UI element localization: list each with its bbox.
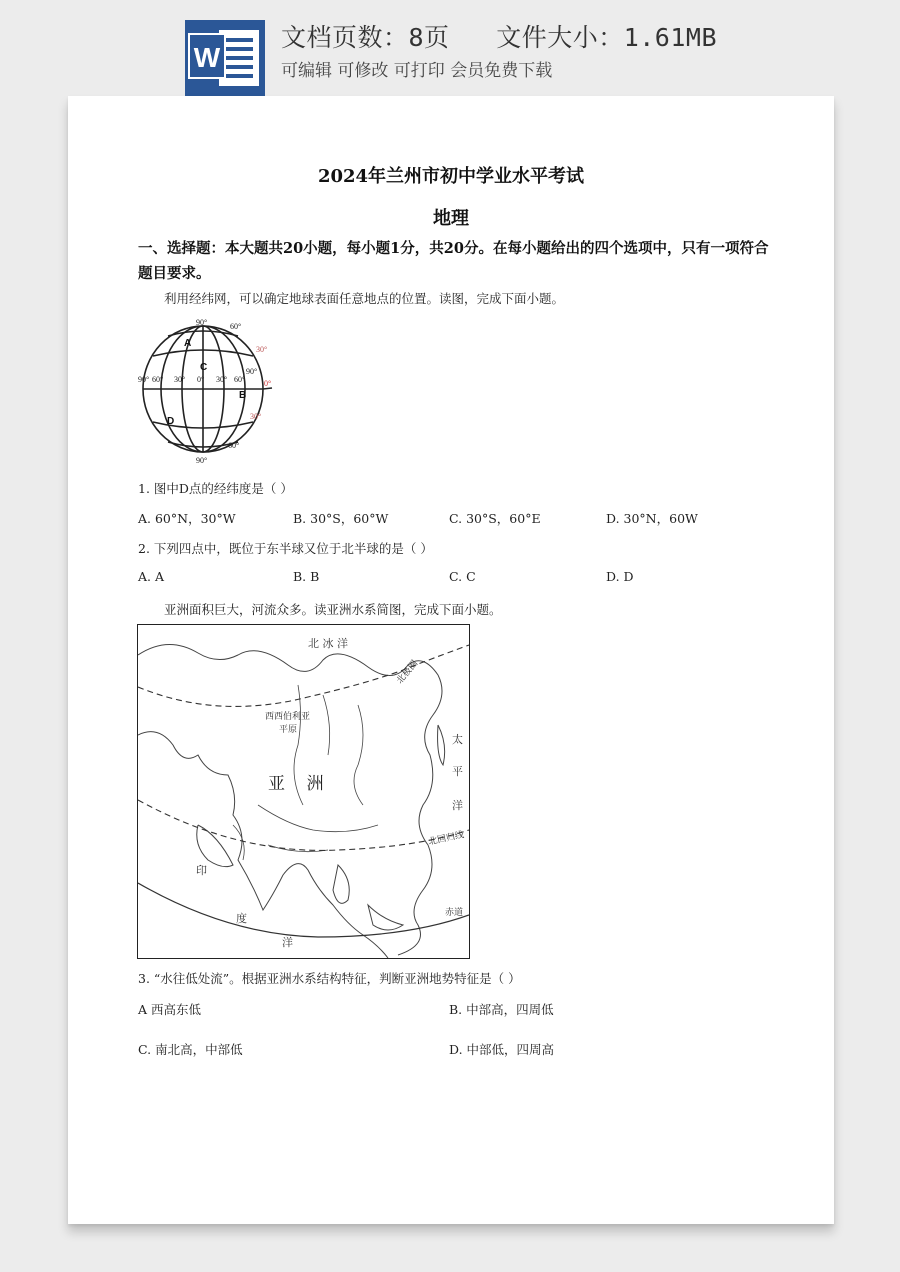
point-c-label: C: [200, 362, 208, 373]
question-1-stem: 1. 图中D点的经纬度是（ ）: [138, 481, 293, 496]
globe-label: 30°: [216, 375, 228, 384]
intro-text-2: 亚洲面积巨大，河流众多。读亚洲水系简图，完成下面小题。: [164, 602, 502, 617]
header-banner: [0, 0, 900, 100]
question-2-option-b: B. B: [293, 569, 320, 584]
map-label-arctic-circle: 北极圈: [395, 658, 421, 687]
point-a-label: A: [184, 338, 192, 349]
map-label-siberia-1: 西西伯利亚: [265, 712, 311, 722]
word-document-icon: [185, 20, 265, 96]
section-heading: 一、选择题：本大题共20小题，每小题1分，共20分。在每小题给出的四个选项中，只有一项符合题目要求。: [138, 240, 769, 282]
exam-subject: 地理: [433, 208, 469, 229]
globe-label: 60°: [152, 375, 164, 384]
globe-label: 60°: [234, 375, 246, 384]
word-logo-letter: W: [193, 42, 221, 73]
map-label-indian-1: 印: [196, 864, 207, 877]
document-features: 可编辑 可修改 可打印 会员免费下载: [281, 61, 553, 81]
question-3-option-c: C. 南北高，中部低: [138, 1042, 243, 1057]
map-label-pacific-2: 平: [452, 765, 463, 778]
intro-text-1: 利用经纬网，可以确定地球表面任意地点的位置。读图，完成下面小题。: [164, 291, 565, 306]
map-label-pacific-3: 洋: [452, 799, 463, 812]
globe-label: 90°: [246, 367, 258, 376]
question-3-option-a: A 西高东低: [138, 1002, 202, 1017]
question-2-option-c: C. C: [449, 569, 476, 584]
globe-label: 60°: [228, 441, 240, 450]
document-info: 文档页数：8页 文件大小：1.61MB: [281, 23, 718, 52]
question-1-option-a: A. 60°N，30°W: [138, 511, 236, 526]
document-page: [68, 96, 834, 1224]
map-label-siberia-2: 平原: [279, 725, 298, 735]
map-label-tropic-of-cancer: 北回归线: [427, 830, 465, 848]
exam-title: 2024年兰州市初中学业水平考试: [317, 166, 585, 187]
map-label-indian-2: 度: [236, 912, 247, 925]
point-b-label: B: [239, 390, 247, 401]
question-1-option-c: C. 30°S，60°E: [449, 511, 541, 526]
question-2-option-a: A. A: [138, 569, 165, 584]
globe-label: 30°: [256, 345, 268, 354]
question-2-stem: 2. 下列四点中，既位于东半球又位于北半球的是（ ）: [138, 541, 433, 556]
globe-label: 60°: [230, 322, 242, 331]
map-label-equator: 赤道: [445, 908, 464, 918]
globe-label: 0°: [197, 375, 205, 384]
map-label-arctic-ocean: 北 冰 洋: [308, 637, 348, 650]
globe-label: 90°: [196, 456, 208, 465]
globe-figure: [138, 316, 278, 466]
asia-river-map: [137, 624, 470, 959]
globe-label: 30°: [250, 412, 262, 421]
globe-label: 90°: [138, 375, 150, 384]
question-3-option-b: B. 中部高，四周低: [449, 1002, 554, 1017]
point-d-label: D: [167, 416, 175, 427]
question-2-option-d: D. D: [606, 569, 634, 584]
question-1-option-b: B. 30°S，60°W: [293, 511, 389, 526]
map-label-pacific-1: 太: [452, 733, 463, 746]
globe-label: 90°: [196, 318, 208, 327]
map-label-indian-3: 洋: [282, 936, 293, 949]
map-label-asia: 亚 洲: [268, 774, 324, 794]
question-3-stem: 3. “水往低处流”。根据亚洲水系结构特征，判断亚洲地势特征是（ ）: [138, 971, 521, 986]
globe-label: 30°: [174, 375, 186, 384]
question-3-option-d: D. 中部低，四周高: [449, 1042, 555, 1057]
globe-label: 0°: [264, 379, 272, 388]
question-1-option-d: D. 30°N，60W: [606, 511, 698, 526]
